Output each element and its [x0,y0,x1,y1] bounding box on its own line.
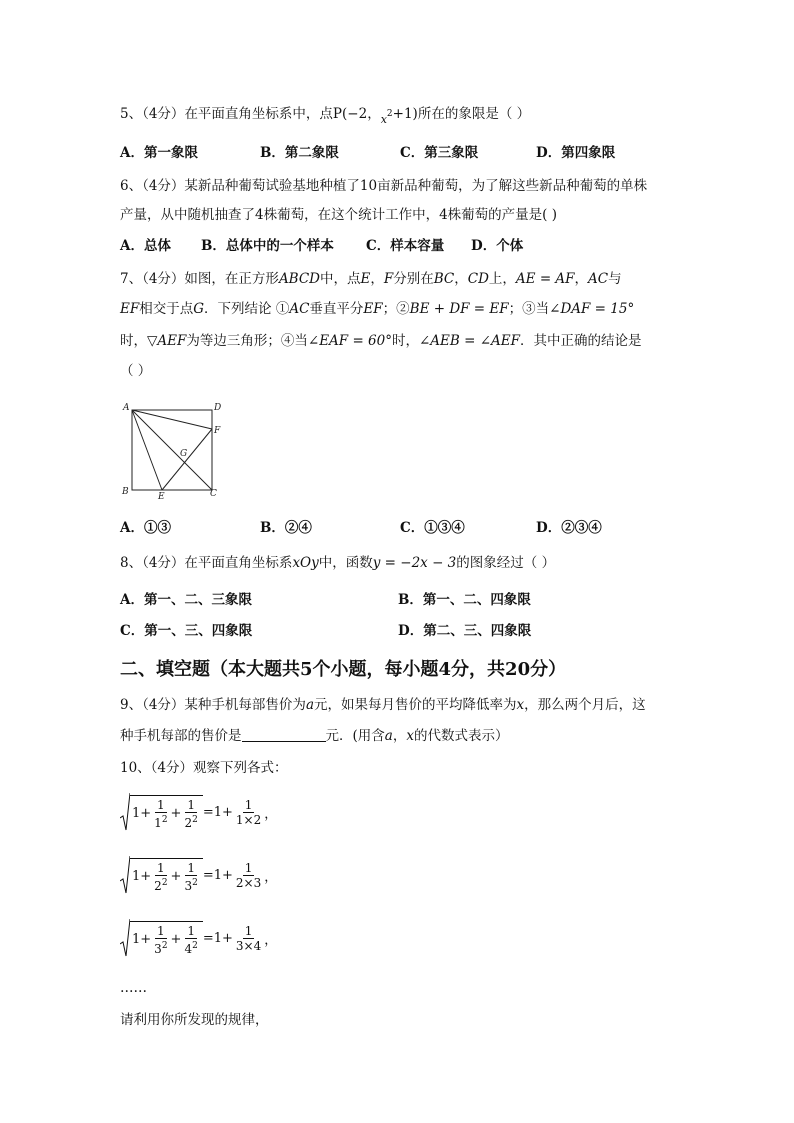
text: 时，∠ [391,333,431,349]
base: 3 [154,941,162,956]
radical-sign [120,792,130,832]
question-7-line-1 [120,269,622,289]
math-x: x [516,697,525,713]
q5-option-b[interactable]: B．第二象限 [260,145,339,161]
fraction [182,924,199,956]
math-a: a [305,697,314,713]
math-ac: AC [289,301,310,317]
question-10-intro: 10、（4分）观察下列各式： [120,760,288,776]
fraction [182,798,199,830]
text: 8、（4分）在平面直角坐标系 [120,555,293,571]
text: 的代数式表示） [413,728,509,744]
radical [120,792,203,832]
text: 相交于点 [139,301,194,317]
math-ac: AC [588,271,609,287]
fraction [182,861,199,893]
radical-body: 1+ $\frac{1}{3^2}$ + $\frac{1}{4^2}$ [130,921,203,956]
math-be-df-ef: BE + DF = EF [409,301,509,317]
q7-option-c[interactable]: C．①③④ [400,520,465,536]
text: 的图象经过（ ） [456,555,556,571]
math-xoy: xOy [292,555,319,571]
fraction [152,798,169,830]
text: 垂直平分 [309,301,364,317]
radical-body: 1+ $\frac{1}{2^2}$ + $\frac{1}{3^2}$ [130,858,203,893]
text: ， [264,932,278,948]
var-x: x [380,113,387,126]
q7-option-d[interactable]: D．②③④ [536,520,602,536]
segment-af [132,410,212,429]
q7-option-a[interactable]: A．①③ [120,520,171,536]
question-10-closing: 请利用你所发现的规律， [120,1012,269,1028]
numerator: 1 [244,923,253,938]
question-6-line-1: 6、（4分）某新品种葡萄试验基地种植了10亩新品种葡萄，为了解这些新品种葡萄的单株 [120,178,648,194]
text: 中，函数 [318,555,373,571]
base: 3 [184,878,193,893]
math-function: y = −2x − 3 [372,555,457,571]
text: ， [454,271,468,287]
text: 1+ [132,806,152,821]
base: 2 [154,878,162,893]
q5-option-d[interactable]: D．第四象限 [536,145,616,161]
text: ， [264,806,278,822]
exponent: 2 [161,877,168,888]
denominator: 2×3 [235,875,262,890]
math-cd: CD [467,271,489,287]
denominator: 1×2 [235,812,262,827]
q6-option-d[interactable]: D．个体 [471,238,524,254]
math-ae-af: AE = AF [515,271,575,287]
q8-option-b[interactable]: B．第一、二、四象限 [398,592,531,608]
text: ．其中正确的结论是 [520,333,642,349]
numerator: 1 [187,860,195,875]
numerator: 1 [187,797,195,812]
math-a: a [384,728,393,744]
text: 上， [488,271,516,287]
question-text: 在平面直角坐标系中，点P(−2， [184,106,381,122]
text: 元，如果每月售价的平均降低率为 [314,697,517,713]
formula-1 [120,792,277,832]
text: 7、（4分）如图，在正方形 [120,271,279,287]
text: 分别在 [393,271,434,287]
question-9-line-1 [120,695,646,715]
q5-option-a[interactable]: A．第一象限 [120,145,198,161]
question-7-paren: （ ） [120,363,152,379]
numerator: 1 [157,797,165,812]
text: ， [392,728,407,744]
denominator: 3×4 [235,938,262,953]
text: 时，▽ [120,333,158,349]
q5-option-c[interactable]: C．第三象限 [400,145,479,161]
q8-option-a[interactable]: A．第一、二、三象限 [120,592,252,608]
base: 2 [184,815,193,830]
math-e: E [360,271,371,287]
question-score: （4分） [142,106,185,122]
math-g: G [193,301,205,317]
math-ef: EF [120,301,140,317]
exponent: 2 [161,940,168,951]
denominator [182,813,199,830]
math-aef: AEF [157,333,187,349]
exponent: 2 [192,940,198,951]
math-ef: EF [363,301,383,317]
exponent: 2 [161,814,168,825]
q6-option-c[interactable]: C．样本容量 [366,238,445,254]
text: =1+ [202,804,233,820]
denominator [152,813,169,830]
text: 9、（4分）某种手机每部售价为 [120,697,306,713]
numerator: 1 [244,797,253,812]
radical [120,918,203,958]
radical-sign [120,918,130,958]
q8-option-d[interactable]: D．第二、三、四象限 [398,623,532,639]
text: ， [370,271,384,287]
fraction [152,924,169,956]
q7-option-b[interactable]: B．②④ [260,520,312,536]
question-5 [120,104,530,130]
math-x: x [406,728,414,744]
text: 1+ [132,932,152,947]
numerator: 1 [157,923,165,938]
segment-ef [162,429,212,490]
radical [120,855,203,895]
text: 元．(用含 [325,728,385,744]
radical-sign [120,855,130,895]
math-abcd: ABCD [278,271,321,287]
fraction [152,861,169,893]
numerator: 1 [187,923,195,938]
text: ， [264,869,278,885]
radical-body: 1+ $\frac{1}{1^2}$ + $\frac{1}{2^2}$ [130,795,203,830]
text: ；② [382,301,410,317]
text: =1+ [202,867,233,883]
section-heading: 二、填空题（本大题共5个小题，每小题4分，共20分） [120,659,567,680]
denominator [152,939,169,956]
question-number: 5、 [120,106,143,122]
question-text-cont: +1)所在的象限是（ ） [392,106,531,122]
question-7-line-2 [120,299,634,319]
numerator: 1 [244,860,253,875]
label-a: A [123,403,130,413]
fraction [234,798,263,827]
label-f: F [214,426,221,436]
math-bc: BC [433,271,455,287]
base: 4 [184,941,193,956]
q8-option-c[interactable]: C．第一、三、四象限 [120,623,253,639]
square-figure [118,398,228,502]
denominator [182,876,199,893]
fraction [234,924,263,953]
text: 与 [608,271,622,287]
q6-option-a[interactable]: A．总体 [120,238,171,254]
question-8 [120,553,555,573]
text: 种手机每部的售价是 [120,728,242,744]
segment-ae [132,410,162,490]
answer-blank[interactable] [242,727,326,742]
question-6-line-2: 产量，从中随机抽查了4株葡萄，在这个统计工作中，4株葡萄的产量是( ) [120,207,558,223]
denominator [152,876,169,893]
exponent: 2 [192,814,198,825]
base: 1 [154,815,162,830]
formula-2 [120,855,277,895]
text: ；③当∠ [508,301,561,317]
label-g: G [180,449,188,459]
text: 中，点 [320,271,361,287]
text: ，那么两个月后，这 [524,697,646,713]
formula-3 [120,918,277,958]
text: ， [574,271,589,287]
fraction [234,861,263,890]
question-7-line-3 [120,331,642,351]
text: 1+ [132,869,152,884]
numerator: 1 [157,860,165,875]
question-9-line-2 [120,726,508,746]
denominator [182,939,199,956]
exponent: 2 [386,109,393,119]
exponent: 2 [192,877,198,888]
math-aeb-aef: AEB = ∠AEF [430,333,520,349]
q6-option-b[interactable]: B．总体中的一个样本 [201,238,334,254]
text: 为等边三角形；④当∠ [186,333,320,349]
math-daf: DAF = 15° [560,301,635,317]
math-f: F [383,271,394,287]
text: ．下列结论 ① [204,301,290,317]
label-e: E [158,492,165,502]
ellipsis: …… [120,980,147,996]
text: =1+ [202,930,233,946]
math-eaf: EAF = 60° [319,333,392,349]
label-b: B [122,487,129,497]
label-c: C [210,489,217,499]
label-d: D [214,403,222,413]
